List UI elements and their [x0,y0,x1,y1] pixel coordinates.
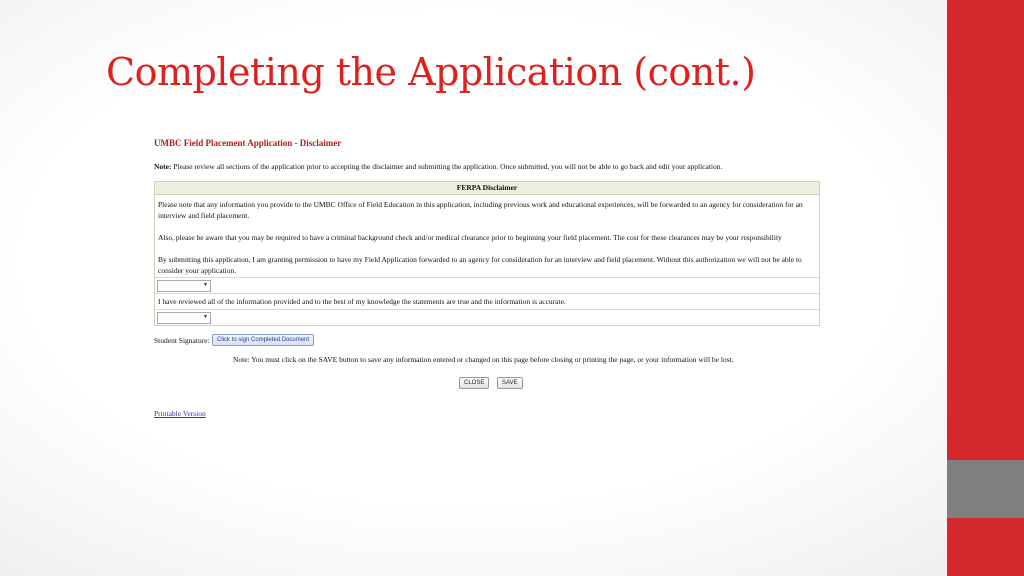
note-text: Please review all sections of the application prior to accepting the disclaimer and submitting the application. Once submitted, you will not be able to go back and edit your application. [171,162,723,171]
ferpa-heading: FERPA Disclaimer [155,182,819,195]
reviewed-accept-select[interactable] [157,312,211,324]
sign-document-button[interactable]: Click to sign Completed Document [212,334,314,346]
ferpa-paragraph-1: Please note that any information you provide to the UMBC Office of Field Education in this application, including previous work and educational experiences, will be forwarded to an agency for consideration for an interview and field placement. [158,200,803,220]
dropdown-arrow-icon: ▼ [203,315,208,320]
printable-version-link[interactable]: Printable Version [154,409,206,418]
divider [155,277,819,278]
student-signature-label: Student Signature: [154,336,210,345]
accent-bar-gray [947,460,1024,518]
ferpa-disclaimer-panel [154,181,820,326]
divider [155,293,819,294]
ferpa-paragraph-3: By submitting this application, I am granting permission to have my Field Application forwarded to an agency for consideration for an interview and field placement. Without this authorization we will not be able to consider your application. [158,255,802,275]
close-button[interactable]: CLOSE [459,377,489,389]
form-title: UMBC Field Placement Application - Disclaimer [154,138,342,148]
save-button[interactable]: SAVE [497,377,523,389]
slide-title: Completing the Application (cont.) [106,50,756,94]
submission-note [154,162,722,171]
reviewed-statement: I have reviewed all of the information provided and to the best of my knowledge the statements are true and the information is accurate. [158,297,566,306]
accent-bar-red-top [947,0,1024,460]
save-note: Note: You must click on the SAVE button to save any information entered or changed on this page before closing or printing the page, or your information will be lost. [233,355,734,364]
note-label: Note: [154,162,172,171]
disclaimer-accept-select[interactable] [157,280,211,292]
accent-bar-red-bottom [947,518,1024,576]
dropdown-arrow-icon: ▼ [203,283,208,288]
divider [155,309,819,310]
ferpa-paragraph-2: Also, please be aware that you may be required to have a criminal background check and/or medical clearance prior to beginning your field placement. The cost for these clearances may be your responsibility [158,233,782,242]
